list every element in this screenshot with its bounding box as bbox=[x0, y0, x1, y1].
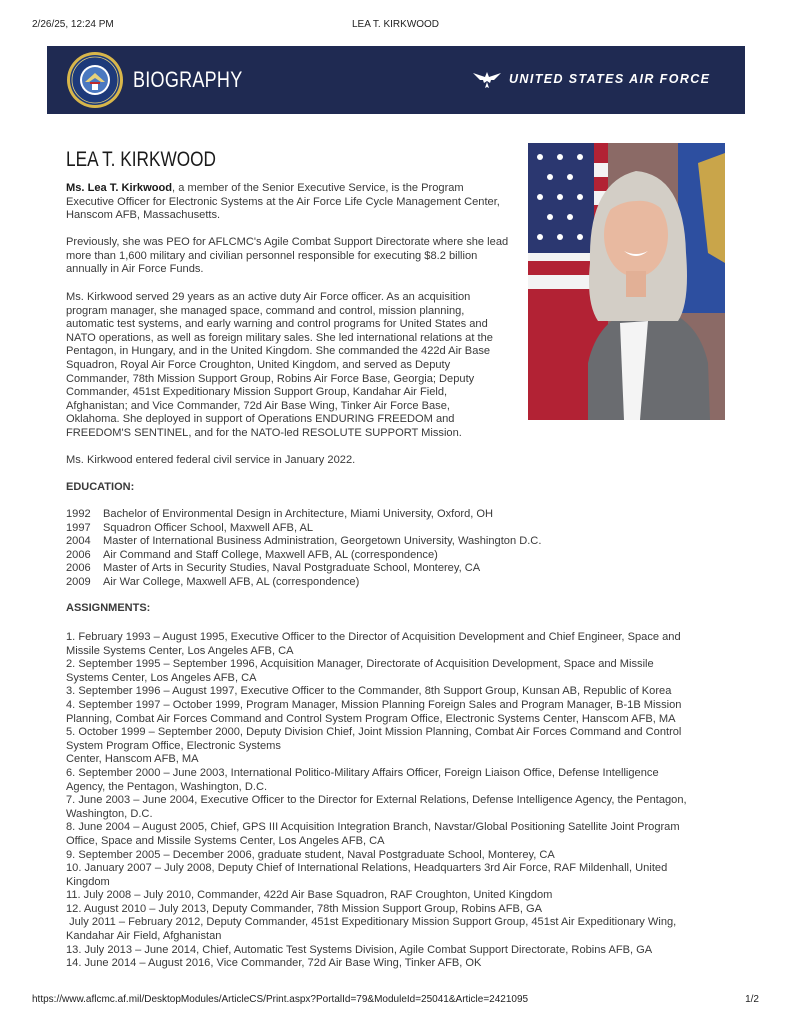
assignment-line: Center, Hanscom AFB, MA bbox=[66, 753, 199, 766]
assignment-line: 4. September 1997 – October 1999, Program Manager, Mission Planning Foreign Sales and Program Manager, B-1B Mission bbox=[66, 698, 682, 711]
assignment-line: Kingdom bbox=[66, 875, 110, 888]
bio-paragraph-previous: Previously, she was PEO for AFLCMC's Agile Combat Support Directorate where she lead more than 1,600 military and civilian personnel responsible for executing $8.2 billion annually in Air Force Funds. bbox=[66, 236, 509, 276]
assignment-line: 6. September 2000 – June 2003, International Politico-Military Affairs Officer, Foreign Liaison Office, Defense Intelligence bbox=[66, 766, 659, 779]
education-item bbox=[66, 522, 541, 536]
air-force-seal-icon bbox=[66, 51, 124, 109]
assignments-heading: ASSIGNMENTS: bbox=[66, 602, 151, 614]
print-url: https://www.aflcmc.af.mil/DesktopModules/ArticleCS/Print.aspx?PortalId=79&ModuleId=25041&Article=2421095 bbox=[32, 994, 529, 1005]
assignment-line: Missile Systems Center, Los Angeles AFB, CA bbox=[66, 644, 294, 657]
banner-title: BIOGRAPHY bbox=[133, 67, 243, 92]
print-footer bbox=[32, 994, 759, 1005]
air-force-symbol-icon bbox=[472, 68, 502, 92]
education-item bbox=[66, 562, 541, 576]
education-item bbox=[66, 508, 541, 522]
biography-name: LEA T. KIRKWOOD bbox=[66, 148, 216, 171]
assignment-line: Office, Space and Missile Systems Center, Los Angeles AFB, CA bbox=[66, 834, 385, 847]
portrait-photo bbox=[528, 143, 725, 420]
assignment-line: Washington, D.C. bbox=[66, 807, 153, 820]
assignment-line: July 2011 – February 2012, Deputy Commander, 451st Expeditionary Mission Support Group, 451st Air Expeditionary Wing, bbox=[66, 916, 677, 929]
education-item bbox=[66, 535, 541, 549]
assignment-line: Planning, Combat Air Forces Command and Control System Program Office, Electronic Systems Center, Hanscom AFB, MA bbox=[66, 712, 676, 725]
assignment-line: 2. September 1995 – September 1996, Acquisition Manager, Directorate of Acquisition Development, Space and Missile bbox=[66, 658, 654, 671]
education-item bbox=[66, 576, 541, 590]
education-item bbox=[66, 549, 541, 563]
education-text: Squadron Officer School, Maxwell AFB, AL bbox=[103, 521, 314, 534]
bio-paragraph-career: Ms. Kirkwood served 29 years as an active duty Air Force officer. As an acquisition program manager, she managed space, command and control, mission planning, automatic test systems, and early warning and control programs for United States and NATO operations, as well as foreign military sales. She led international relations at the Pentagon, in Hungary, and in the United Kingdom. She commanded the 422d Air Base Squadron, Royal Air Force Croughton, United Kingdom, and served as Deputy Commander, 78th Mission Support Group, Robins Air Force Base, Georgia; Deputy Commander, 451st Expeditionary Mission Support Group, Kandahar Air Field, Afghanistan; and Vice Commander, 72d Air Base Wing, Tinker Air Force Base, Oklahoma. She deployed in support of Operations ENDURING FREEDOM and FREEDOM'S SENTINEL, and for the NATO-led RESOLUTE SUPPORT Mission. bbox=[66, 291, 493, 439]
assignment-line: 3. September 1996 – August 1997, Executive Officer to the Commander, 8th Support Group, Kunsan AB, Republic of Korea bbox=[66, 685, 672, 698]
education-text: Master of International Business Administration, Georgetown University, Washington D.C. bbox=[103, 535, 542, 548]
assignment-line: System Program Office, Electronic Systems bbox=[66, 739, 281, 752]
assignment-line: 14. June 2014 – August 2016, Vice Commander, 72d Air Base Wing, Tinker AFB, OK bbox=[66, 957, 482, 970]
education-heading: EDUCATION: bbox=[66, 481, 135, 493]
bio-intro-text: , a member of the Senior Executive Service, is the Program Executive Officer for Electronic Systems at the Air Force Life Cycle Management Center, Hanscom AFB, Massachusetts. bbox=[66, 182, 500, 222]
print-page-number: 1/2 bbox=[745, 994, 759, 1005]
assignment-line: 10. January 2007 – July 2008, Deputy Chief of International Relations, Headquarters 3rd Air Force, RAF Mildenhall, United bbox=[66, 862, 668, 875]
print-datetime: 2/26/25, 12:24 PM bbox=[32, 19, 114, 30]
assignment-line: Agency, the Pentagon, Washington, D.C. bbox=[66, 780, 268, 793]
education-year: 1992 bbox=[66, 508, 91, 520]
assignment-line: Systems Center, Los Angeles AFB, CA bbox=[66, 671, 257, 684]
assignment-line: 12. August 2010 – July 2013, Deputy Commander, 78th Mission Support Group, Robins AFB, GA bbox=[66, 902, 543, 915]
education-year: 2004 bbox=[66, 535, 91, 548]
bio-paragraph-civil-service: Ms. Kirkwood entered federal civil service in January 2022. bbox=[66, 454, 356, 466]
banner-org-name: UNITED STATES AIR FORCE bbox=[509, 72, 711, 86]
assignment-line: 11. July 2008 – July 2010, Commander, 422d Air Base Squadron, RAF Croughton, United Kingdom bbox=[66, 889, 553, 902]
assignment-line: 1. February 1993 – August 1995, Executive Officer to the Director of Acquisition Development and Chief Engineer, Space and bbox=[66, 631, 681, 643]
assignment-line: 7. June 2003 – June 2004, Executive Officer to the Director for External Relations, Defense Intelligence Agency, the Pentagon, bbox=[66, 794, 687, 807]
education-text: Bachelor of Environmental Design in Architecture, Miami University, Oxford, OH bbox=[103, 508, 494, 520]
education-year: 2006 bbox=[66, 562, 91, 575]
assignment-line: 9. September 2005 – December 2006, graduate student, Naval Postgraduate School, Monterey, CA bbox=[66, 848, 555, 861]
education-text: Master of Arts in Security Studies, Naval Postgraduate School, Monterey, CA bbox=[103, 562, 481, 575]
assignments-list bbox=[66, 631, 716, 971]
education-year: 2009 bbox=[66, 575, 91, 588]
education-list bbox=[66, 508, 541, 590]
education-year: 2006 bbox=[66, 548, 91, 561]
education-text: Air War College, Maxwell AFB, AL (correspondence) bbox=[103, 575, 360, 588]
assignment-line: Kandahar Air Field, Afghanistan bbox=[66, 930, 222, 943]
assignment-line: 8. June 2004 – August 2005, Chief, GPS III Acquisition Integration Branch, Navstar/Global Positioning Satellite Joint Program bbox=[66, 821, 680, 834]
bio-intro bbox=[66, 182, 508, 223]
assignment-line: 5. October 1999 – September 2000, Deputy Division Chief, Joint Mission Planning, Combat Air Forces Command and Control bbox=[66, 726, 682, 739]
education-year: 1997 bbox=[66, 521, 91, 534]
assignment-line: 13. July 2013 – June 2014, Chief, Automatic Test Systems Division, Agile Combat Support Directorate, Robins AFB, GA bbox=[66, 943, 653, 956]
bio-intro-name: Ms. Lea T. Kirkwood bbox=[66, 182, 173, 194]
print-page-title: LEA T. KIRKWOOD bbox=[351, 19, 440, 30]
print-header bbox=[32, 19, 759, 30]
education-text: Air Command and Staff College, Maxwell AFB, AL (correspondence) bbox=[103, 548, 438, 561]
biography-banner bbox=[47, 46, 745, 114]
